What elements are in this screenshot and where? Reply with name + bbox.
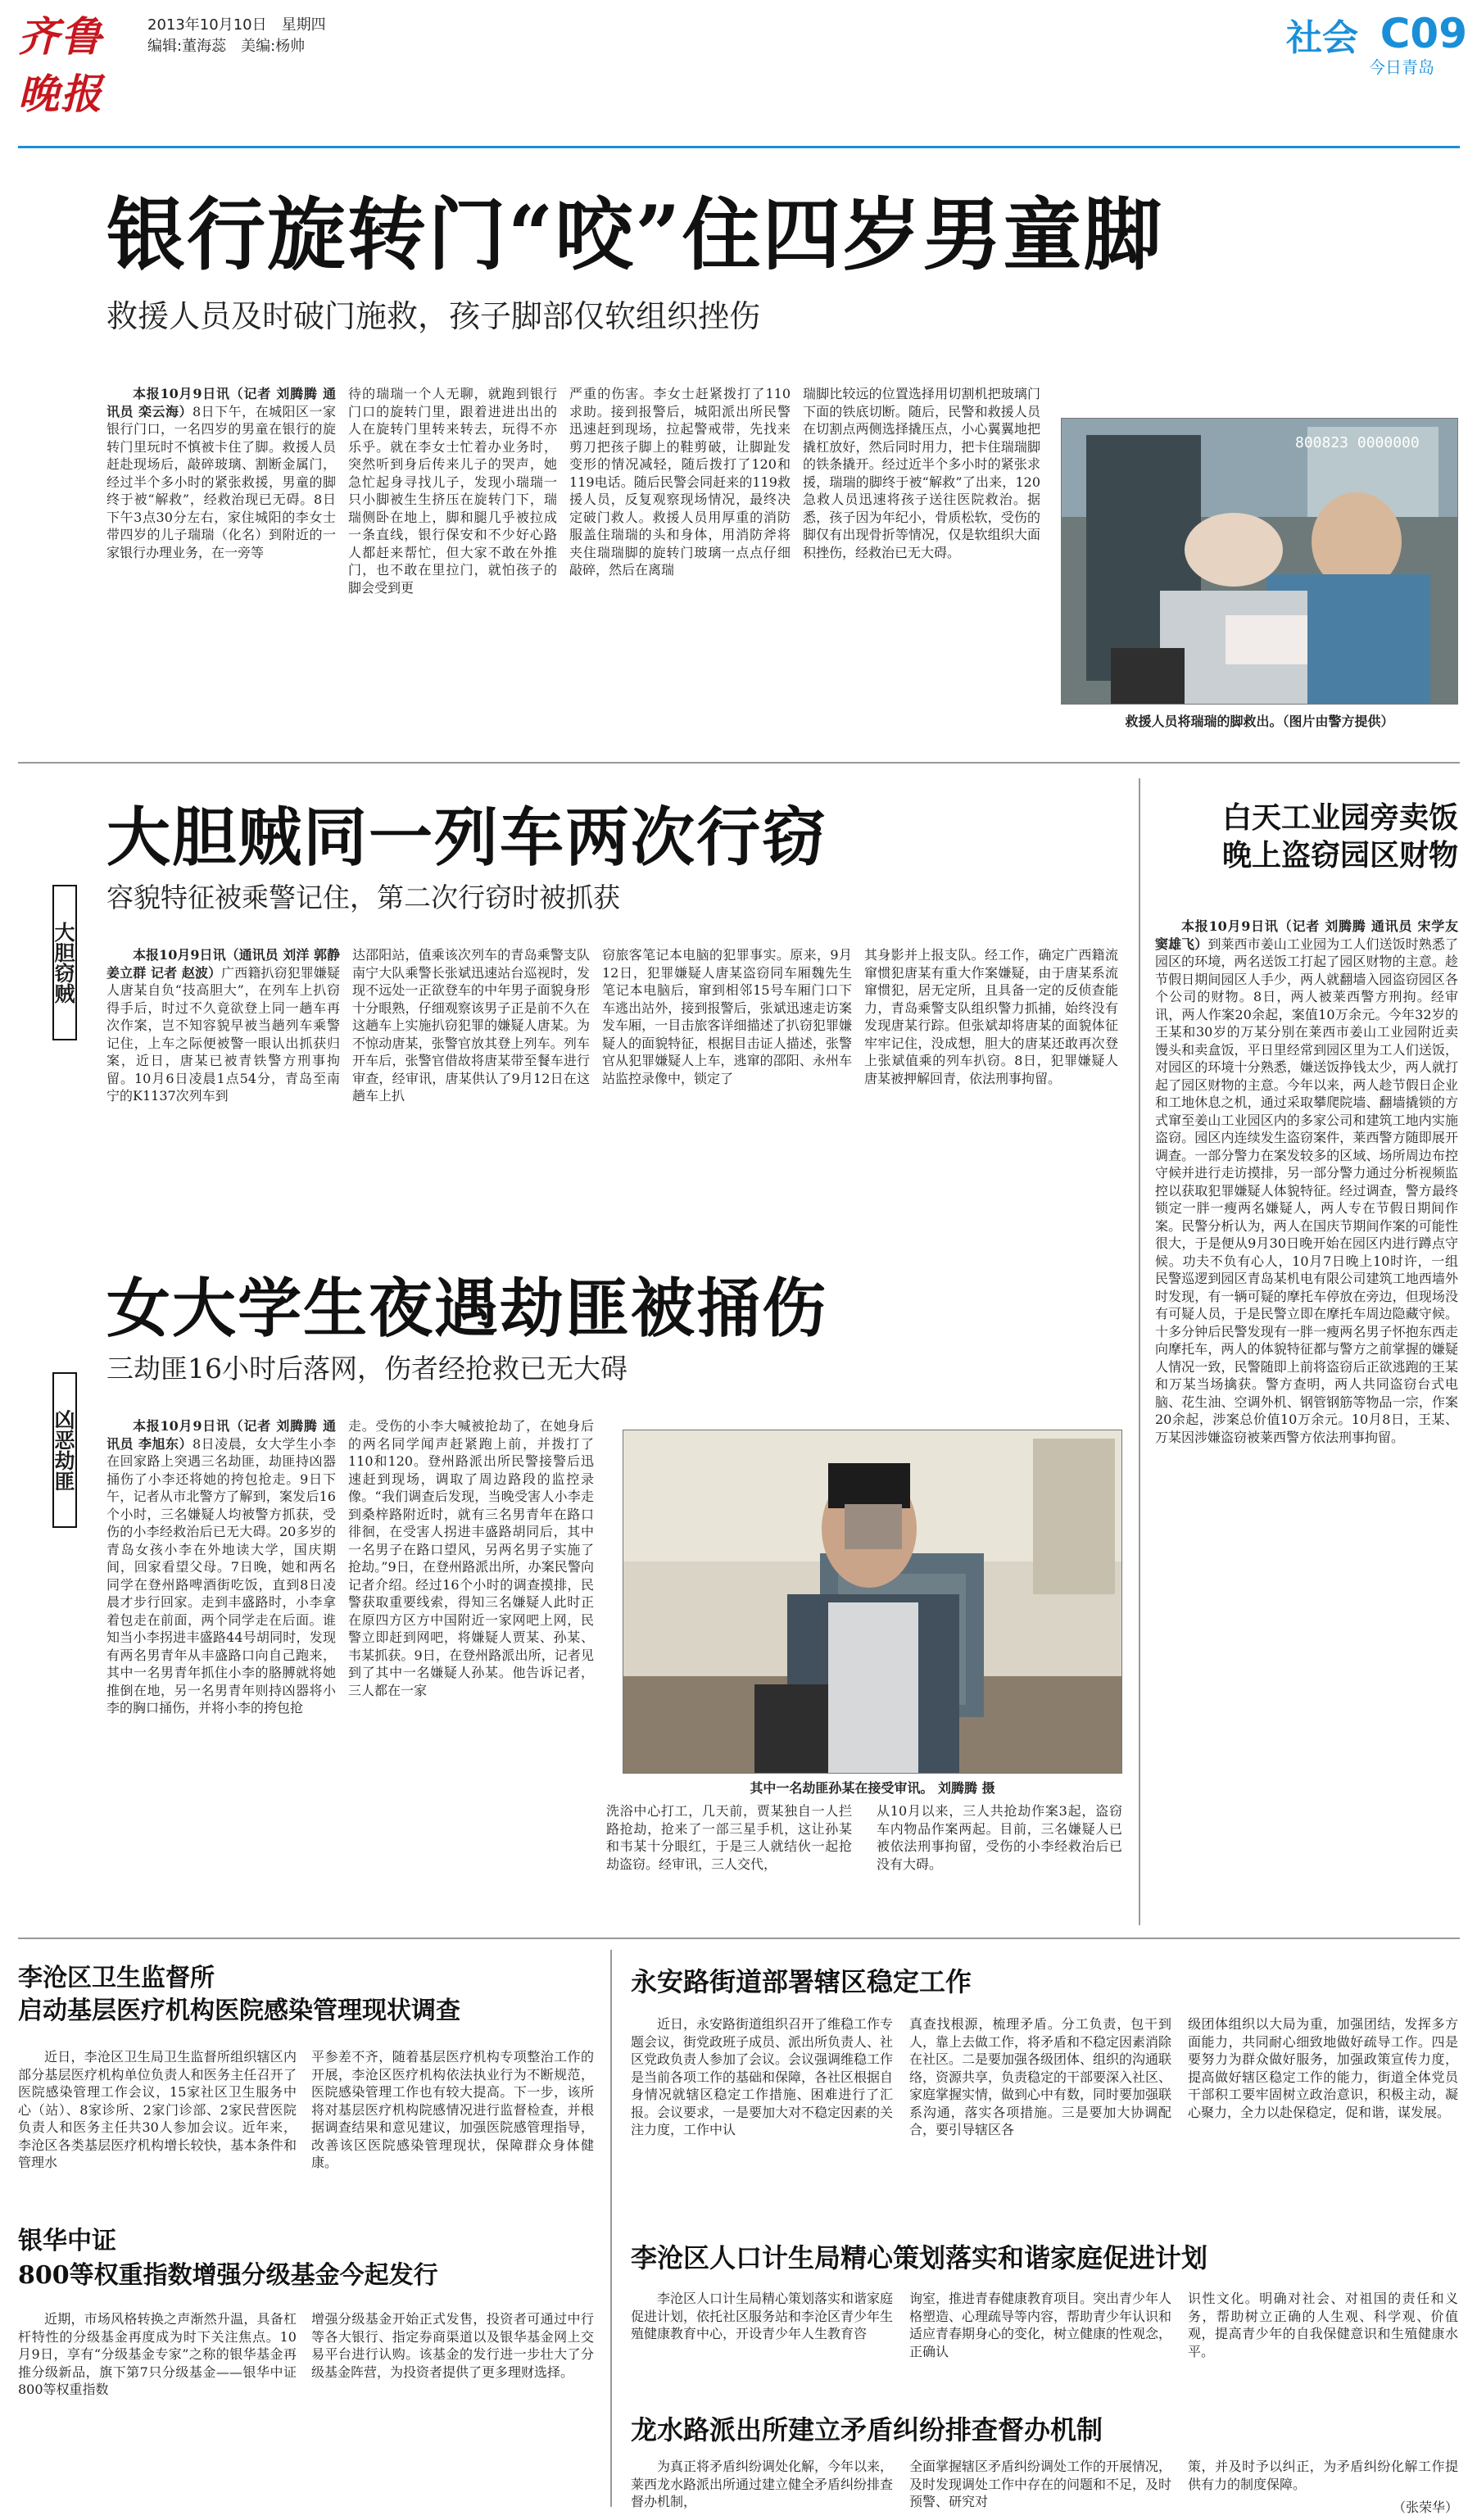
header-rule bbox=[18, 146, 1460, 148]
brief4-column-3: 识性文化。明确对社会、对祖国的责任和义务，帮助树立正确的人生观、科学观、价值观，提高青少年的自我保健意识和生殖健康水平。 bbox=[1188, 2291, 1458, 2359]
story1-column-4: 瑞脚比较远的位置选择用切割机把玻璃门下面的铁底切断。随后，民警和救援人员在切割点两侧选择撬压点，小心翼翼地把撬杠放好，然后同时用力，把卡住瑞瑞脚的铁条撬开。经过近半个多小时的紧张求援，瑞瑞的脚终于被“解救”了出来，120急救人员迅速将孩子送往医院救治。据悉，孩子因为年纪小，骨质松软，受伤的脚仅有出现骨折等情况，仅是软组织大面积挫伤，经救治已无大碍。 bbox=[803, 386, 1040, 560]
story3-deck: 三劫匪16小时后落网，伤者经抢救已无大碍 bbox=[106, 1353, 627, 1385]
section-divider bbox=[18, 762, 1460, 764]
story1-photo-caption: 救援人员将瑞瑞的脚救出。（图片由警方提供） bbox=[1125, 714, 1394, 729]
brief1-headline-line-1: 李沧区卫生监督所 bbox=[18, 1964, 215, 1992]
section-name: 社会 bbox=[1286, 17, 1358, 59]
story3-category-label: 凶恶劫匪 bbox=[52, 1372, 77, 1528]
brief5-column-1: 为真正将矛盾纠纷调处化解，今年以来，莱西龙水路派出所通过建立健全矛盾纠纷排查督办机制， bbox=[631, 2459, 893, 2509]
story2-column-4: 其身影并上报支队。经工作，确定广西籍流窜惯犯唐某有重大作案嫌疑，由于唐某系流窜惯犯，居无定所，且具备一定的反侦查能力，青岛乘警支队组织警力抓捕，始终没有发现唐某行踪。但张斌却将唐某的面貌体征牢牢记住，没成想，胆大的唐某还敢再次登上张斌值乘的列车扒窃。8日，犯罪嫌疑人唐某被押解回青，依法刑事拘留。 bbox=[864, 947, 1118, 1086]
brief3-column-1: 近日，永安路街道组织召开了维稳工作专题会议，街党政班子成员、派出所负责人、社区党政负责人参加了会议。会议强调维稳工作是当前各项工作的基础和保障，各社区根据自身情况就辖区稳定工作措施、困难进行了汇报。会议要求，一是要加大对不稳定因素的关注力度，工作中认 bbox=[631, 2016, 893, 2137]
editor-credits: 编辑:董海蕊 美编:杨帅 bbox=[147, 38, 306, 55]
story1-byline: 本报10月9日讯（记者 刘腾腾 通讯员 栾云海） bbox=[106, 386, 336, 419]
sidebar-divider bbox=[1139, 778, 1140, 1925]
photo-timestamp: 800823 0000000 bbox=[1295, 434, 1420, 451]
story2-column-2: 达邵阳站，值乘该次列车的青岛乘警支队南宁大队乘警长张斌迅速站台巡视时，发现不远处一正欲登车的中年男子面貌身形十分眼熟，仔细观察该男子正是前不久在这趟车上实施扒窃犯罪的嫌疑人唐某。为不惊动唐某，张警官放其登上列车。列车开车后，张警官借故将唐某带至餐车进行审查，经审讯，唐某供认了9月12日在这趟车上扒 bbox=[352, 947, 590, 1104]
page-number: C09 bbox=[1380, 10, 1467, 57]
story3-photo-caption: 其中一名劫匪孙某在接受审讯。 刘腾腾 摄 bbox=[750, 1780, 995, 1796]
story1-column-2: 待的瑞瑞一个人无聊，就跑到银行门口的旋转门里，跟着进进出出的人在旋转门里转来转去，玩得不亦乐乎。就在李女士忙着办业务时，突然听到身后传来儿子的哭声，她急忙起身寻找儿子，发现小瑞瑞一只小脚被生生挤压在旋转门下，瑞瑞侧卧在地上，脚和腿几乎被拉成一条直线，银行保安和不少好心路人都赶来帮忙，但大家不敢在外推门，也不敢在里拉门，就怕孩子的脚会受到更 bbox=[348, 386, 557, 596]
brief4-column-2: 询室，推进青春健康教育项目。突出青少年人格塑造、心理疏导等内容，帮助青少年认识和适应青春期身心的变化，树立健康的性观念，正确认 bbox=[909, 2291, 1171, 2359]
story2-headline: 大胆贼同一列车两次行窃 bbox=[106, 800, 828, 875]
story2-column-3: 窃旅客笔记本电脑的犯罪事实。原来，9月12日，犯罪嫌疑人唐某盗窃同车厢魏先生笔记本电脑后，窜到相邻15号车厢门口下车逃出站外，接到报警后，张斌迅速走访案发车厢，一目击旅客详细描述了扒窃犯罪嫌疑人的面貌特征，根据目击证人描述，张警官从犯罪嫌疑人上车，逃窜的邵阳、永州车站监控录像中，锁定了 bbox=[602, 947, 852, 1086]
story1-column-1: 本报10月9日讯（记者 刘腾腾 通讯员 栾云海）8日下午，在城阳区一家银行门口，一名四岁的男童在银行的旋转门里玩时不慎被卡住了脚。救援人员赶赴现场后，敲碎玻璃、割断金属门，经过半个多小时的紧张救援，男童的脚终于被“解救”，经救治现已无碍。8日下午3点30分左右，家住城阳的李女士带四岁的儿子瑞瑞（化名）到附近的一家银行办理业务，在一旁等 bbox=[106, 386, 336, 560]
story3-headline: 女大学生夜遇劫匪被捅伤 bbox=[106, 1271, 828, 1346]
briefs-column-divider bbox=[610, 1950, 612, 2507]
story1-deck: 救援人员及时破门施救，孩子脚部仅软组织挫伤 bbox=[106, 298, 761, 334]
brief3-headline: 永安路街道部署辖区稳定工作 bbox=[631, 1966, 972, 1997]
newspaper-logo: 齐鲁晚报 bbox=[18, 12, 103, 118]
story1-rescue-photo bbox=[1061, 418, 1458, 705]
brief2-column-1: 近期，市场风格转换之声渐然升温，具备杠杆特性的分级基金再度成为时下关注焦点。10月9日，享有“分级基金专家”之称的银华基金再推分级新品，旗下第7只分级基金——银华中证800等权重指数 bbox=[18, 2311, 297, 2397]
masthead-info bbox=[147, 15, 326, 57]
brief5-signature: （张荣华） bbox=[1392, 2500, 1458, 2515]
brief2-headline-line-2: 800等权重指数增强分级基金今起发行 bbox=[18, 2261, 438, 2290]
rescue-scene-image bbox=[1062, 419, 1458, 705]
issue-date: 2013年10月10日 星期四 bbox=[147, 16, 326, 34]
story2-byline: 本报10月9日讯（通讯员 刘洋 郭静 姜立群 记者 赵波） bbox=[106, 947, 340, 981]
brief5-headline: 龙水路派出所建立矛盾纠纷排查督办机制 bbox=[631, 2414, 1103, 2445]
brief2-headline bbox=[18, 2224, 438, 2293]
sidebar-body: 本报10月9日讯（记者 刘腾腾 通讯员 宋学友 窦雄飞）到莱西市姜山工业园为工人们送饭时熟悉了园区的环境，两名送饭工打起了园区财物的主意。趁节假日期间园区人手少，两人就翻墙入园盗窃园区各个公司的财物。8日，两人被莱西警方刑拘。经审讯，两人作案20余起，案值10万余元。今年32岁的王某和30岁的万某分别在莱西市姜山工业园附近卖馒头和卖盒饭，平日里经常到园区里为工人们送饭，对园区的环境十分熟悉，嫌送饭挣钱太少，两人就打起了园区财物的主意。今年以来，两人趁节假日企业和工地休息之机，通过采取攀爬院墙、翻墙撬锁的方式窜至姜山工业园区内的多家公司和建筑工地内实施盗窃。园区内连续发生盗窃案件，莱西警方随即展开调查。一部分警力在案发较多的区域、场所周边布控守候并进行走访摸排，另一部分警力通过分析视频监控以获取犯罪嫌疑人体貌特征。经过调查，警方最终锁定一胖一瘦两名嫌疑人，两人专在节假日期间作案。民警分析认为，两人在国庆节期间作案的可能性很大，于是便从9月30日晚开始在园区内进行蹲点守候。功夫不负有心人，10月7日晚上10时许，一组民警巡逻到园区青岛某机电有限公司建筑工地西墙外时发现，有一辆可疑的摩托车停放在旁边，但现场没有可疑人员，于是民警立即在摩托车周边隐藏守候。十多分钟后民警发现有一胖一瘦两名男子怀抱东西走向摩托车，两人的体貌特征都与警方之前掌握的嫌疑人情况一致，民警随即上前将盗窃后正欲逃跑的王某和万某当场擒获。警方查明，两人共同盗窃台式电脑、花生油、空调外机、钢管钢筋等物品一宗，作案20余起，涉案总价值10万余元。10月8日，王某、万某因涉嫌盗窃被莱西警方依法刑事拘留。 bbox=[1155, 918, 1458, 1445]
sidebar-headline-line-1: 白天工业园旁卖饭 bbox=[1221, 800, 1458, 835]
story3-column-3: 洗浴中心打工，几天前，贾某独自一人拦路抢劫，抢来了一部三星手机，这让孙某和韦某十分眼红，于是三人就结伙一起抢劫盗窃。经审讯，三人交代， bbox=[606, 1803, 852, 1872]
brief3-column-3: 级团体组织以大局为重，加强团结，发挥多方面能力，共同耐心细致地做好疏导工作。四是要努力为群众做好服务，加强政策宣传力度，提高做好辖区稳定工作的能力，街道全体党员干部积工要牢固树立政治意识，积极主动，凝心聚力，全力以赴保稳定，促和谐，谋发展。 bbox=[1188, 2016, 1458, 2120]
subsection-name: 今日青岛 bbox=[1369, 57, 1434, 77]
brief4-column-1: 李沧区人口计生局精心策划落实和谐家庭促进计划，依托社区服务站和李沧区青少年生殖健康教育中心，开设青少年人生教育咨 bbox=[631, 2291, 893, 2341]
story3-column-1: 本报10月9日讯（记者 刘腾腾 通讯员 李旭东）8日凌晨，女大学生小李在回家路上突遇三名劫匪，劫匪持凶器捅伤了小李还将她的挎包抢走。9日下午，记者从市北警方了解到，案发后16个小时，三名嫌疑人均被警方抓获，受伤的小李经救治后已无大碍。20多岁的青岛女孩小李在外地读大学，国庆期间，回家看望父母。7日晚，她和两名同学在登州路啤酒街吃饭，直到8日凌晨才步行回家。走到丰盛路时，小李拿着包走在前面，两个同学走在后面。谁知当小李拐进丰盛路44号胡同时，发现有两名男青年从丰盛路口向自己跑来，其中一名男青年抓住小李的胳膊就将她推倒在地，另一名男青年则持凶器将小李的胸口捅伤，并将小李的挎包抢 bbox=[106, 1418, 336, 1716]
story3-column-4: 从10月以来，三人共抢劫作案3起，盗窃车内物品作案两起。目前，三名嫌疑人已被依法刑事拘留，受伤的小李经救治后已没有大碍。 bbox=[877, 1803, 1122, 1872]
sidebar-byline: 本报10月9日讯（记者 刘腾腾 通讯员 宋学友 窦雄飞） bbox=[1155, 918, 1458, 952]
brief1-headline-line-2: 启动基层医疗机构医院感染管理现状调查 bbox=[18, 1997, 460, 2025]
suspect-interview-image bbox=[623, 1430, 1122, 1774]
story3-suspect-photo bbox=[623, 1430, 1122, 1774]
brief1-column-2: 平参差不齐，随着基层医疗机构专项整治工作的开展，李沧区医疗机构依法执业行为不断规范，医院感染管理工作也有较大提高。下一步，该所将对基层医疗机构院感情况进行监督检查，并根据调查结果和意见建议，加强医院感管理指导，改善该区医院感染管理现状，保障群众身体健康。 bbox=[311, 2049, 594, 2170]
story2-deck: 容貌特征被乘警记住，第二次行窃时被抓获 bbox=[106, 882, 620, 913]
story1-column-3: 严重的伤害。李女士赶紧拨打了110求助。接到报警后，城阳派出所民警迅速赶到现场，拉起警戒带，先找来剪刀把孩子脚上的鞋剪破，让脚趾发变形的情况减轻，随后拨打了120和119电话。随后民警会同赶来的119救援人员，反复观察现场情况，最终决定破门救人。救援人员用厚重的消防服盖住瑞瑞的头和身体，用消防斧将夹住瑞瑞脚的旋转门玻璃一点点仔细敲碎，然后在离瑞 bbox=[569, 386, 791, 578]
brief3-column-2: 真查找根源，梳理矛盾。分工负责，包干到人，靠上去做工作，将矛盾和不稳定因素消除在社区。二是要加强各级团体、组织的沟通联络，资源共享，负责稳定的干部要深入社区、家庭掌握实情，做到心中有数，同时要加强联系沟通，落实各项措施。三是要加大协调配合，要引导辖区各 bbox=[909, 2016, 1171, 2137]
story2-column-1: 本报10月9日讯（通讯员 刘洋 郭静 姜立群 记者 赵波）广西籍扒窃犯罪嫌疑人唐某自负“技高胆大”，在列车上扒窃得手后，时过不久竟欲登上同一趟车再次作案，岂不知容貌早被当趟列车乘警记住，上车之际便被警一眼认出抓获归案，近日，唐某已被青铁警方刑事拘留。10月6日凌晨1点54分，青岛至南宁的K1137次列车到 bbox=[106, 947, 340, 1104]
story1-headline: 银行旋转门“咬”住四岁男童脚 bbox=[106, 188, 1164, 281]
brief1-column-1: 近日，李沧区卫生局卫生监督所组织辖区内部分基层医疗机构单位负责人和医务主任召开了医院感染管理工作会议，15家社区卫生服务中心（站）、8家诊所、2家门诊部、2家民营医院负责人和医务主任共30人参加会议。近年来，李沧区各类基层医疗机构增长较快，基本条件和管理水 bbox=[18, 2049, 297, 2170]
brief5-column-2: 全面掌握辖区矛盾纠纷调处工作的开展情况，及时发现调处工作中存在的问题和不足，及时预警、研究对 bbox=[909, 2459, 1171, 2509]
brief2-column-2: 增强分级基金开始正式发售，投资者可通过中行等各大银行、指定券商渠道以及银华基金网上交易平台进行认购。该基金的发行进一步壮大了分级基金阵营，为投资者提供了更多理财选择。 bbox=[311, 2311, 594, 2380]
brief2-headline-line-1: 银华中证 bbox=[18, 2227, 116, 2255]
brief4-headline: 李沧区人口计生局精心策划落实和谐家庭促进计划 bbox=[631, 2242, 1208, 2273]
story2-category-label: 大胆窃贼 bbox=[52, 885, 77, 1040]
brief1-headline bbox=[18, 1962, 460, 2028]
story3-column-2: 走。受伤的小李大喊被抢劫了，在她身后的两名同学闻声赶紧跑上前，并拨打了110和120。登州路派出所民警接警后迅速赶到现场，调取了周边路段的监控录像。“我们调查后发现，当晚受害人小李走到桑梓路附近时，就有三名男青年在路口徘徊，在受害人拐进丰盛路胡同后，其中一名男子在路口望风，另两名男子实施了抢劫。”9日，在登州路派出所，办案民警向记者介绍。经过16个小时的调查摸排，民警获取重要线索，得知三名嫌疑人此时正在原四方区方中国附近一家网吧上网，民警立即赶到网吧，将嫌疑人贾某、孙某、韦某抓获。9日，在登州路派出所，记者见到了其中一名嫌疑人孙某。他告诉记者，三人都在一家 bbox=[348, 1418, 594, 1698]
brief5-column-3: 策，并及时予以纠正，为矛盾纠纷化解工作提供有力的制度保障。 bbox=[1188, 2459, 1458, 2492]
sidebar-headline bbox=[1155, 799, 1458, 874]
briefs-divider bbox=[18, 1938, 1460, 1939]
story3-byline: 本报10月9日讯（记者 刘腾腾 通讯员 李旭东） bbox=[106, 1418, 336, 1452]
sidebar-headline-line-2: 晚上盗窃园区财物 bbox=[1221, 838, 1458, 872]
